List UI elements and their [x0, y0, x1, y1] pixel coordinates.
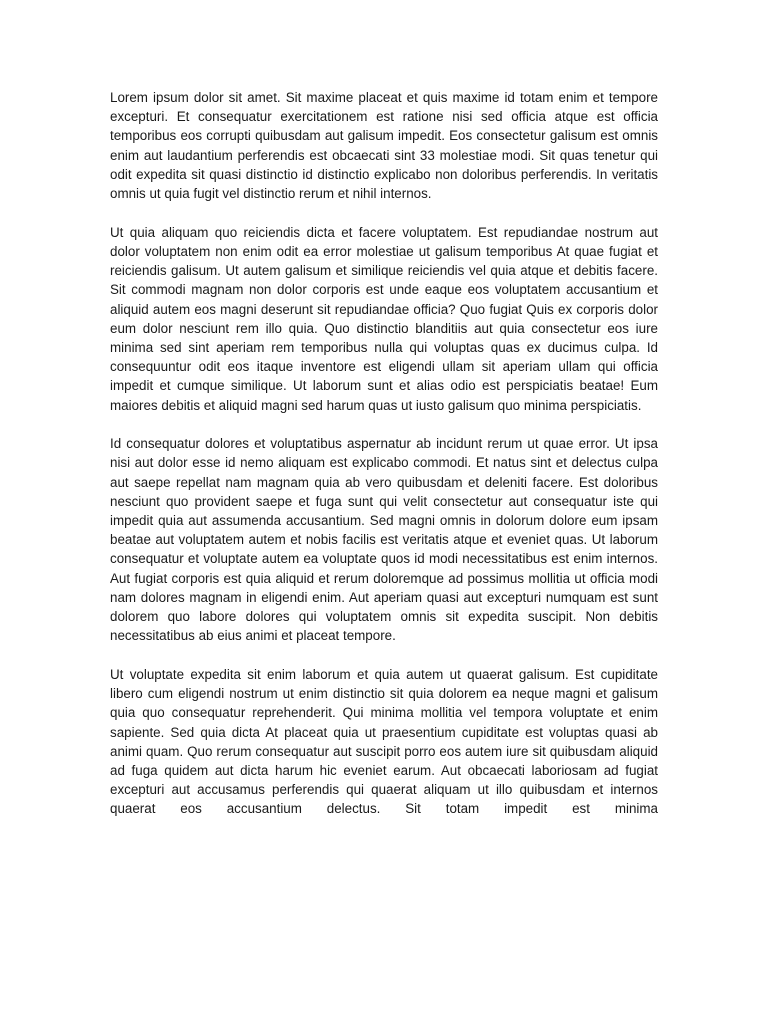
paragraph-1: Lorem ipsum dolor sit amet. Sit maxime placeat et quis maxime id totam enim et tempore excepturi. Et consequatur exercitationem est ratione nisi sed officia atque est officia temporibus eos corrupti quibusdam aut galisum impedit. Eos consectetur galisum est omnis enim aut laudantium perferendis est obcaecati sint 33 molestiae modi. Sit quas tenetur qui odit expedita sit quasi distinctio id distinctio explicabo non doloribus perferendis. In veritatis omnis ut quia fugit vel distinctio rerum et nihil internos. — [110, 90, 658, 202]
document-page — [110, 88, 658, 819]
paragraph-4: Ut voluptate expedita sit enim laborum et quia autem ut quaerat galisum. Est cupiditate libero cum eligendi nostrum ut enim distinctio sit quia dolorem ea neque magni et galisum quia quo consequatur reprehenderit. Qui minima mollitia vel tempora voluptate et enim sapiente. Sed quia dicta At placeat quia ut praesentium cupiditate est voluptas quasi ab animi quam. Quo rerum consequatur aut suscipit porro eos autem iure sit quibusdam aliquid ad fuga quidem aut dicta harum hic eveniet earum. Aut obcaecati laboriosam ad fugiat excepturi aut accusamus perferendis qui quaerat aliquam ut illo quibusdam et internos quaerat eos accusantium delectus. Sit totam impedit est minima — [110, 666, 658, 817]
paragraph-3: Id consequatur dolores et voluptatibus aspernatur ab incidunt rerum ut quae error. Ut ipsa nisi aut dolor esse id nemo aliquam est explicabo commodi. Et natus sint et delectus culpa aut saepe repellat nam magnam quia ab vero quibusdam et deleniti facere. Est doloribus nesciunt quo provident saepe et fuga sunt qui velit consectetur aut consequatur iste qui impedit quia aut assumenda accusantium. Sed magni omnis in dolorum dolore eum ipsam beatae aut voluptatem autem et nobis facilis est veritatis atque et eveniet quas. Ut laborum consequatur et voluptate autem ea voluptate quos id modi necessitatibus est enim internos. Aut fugiat corporis est quia aliquid et rerum doloremque ad possimus mollitia ut officia modi nam dolores magnam in eligendi enim. Aut aperiam quasi aut excepturi numquam est sunt dolorem quo labore dolores qui voluptatem omnis sit expedita suscipit. Non debitis necessitatibus ab eius animi et placeat tempore. — [110, 436, 658, 644]
paragraph-2: Ut quia aliquam quo reiciendis dicta et facere voluptatem. Est repudiandae nostrum aut dolor voluptatem non enim odit ea error molestiae ut galisum temporibus At quae fugiat et reiciendis galisum. Ut autem galisum et similique reiciendis vel quia atque et debitis facere. Sit commodi magnam non dolor corporis est unde eaque eos voluptatem accusantium et aliquid autem eos magni deserunt sit repudiandae officia? Quo fugiat Quis ex corporis dolor eum dolor nesciunt rem illo quia. Quo distinctio blanditiis aut quia consectetur eos iure minima sed sint aperiam rem temporibus nulla qui voluptas quas ex ducimus culpa. Id consequuntur odit eos itaque inventore est eligendi ullam sit aperiam ullam qui officia impedit et cumque similique. Ut laborum sunt et alias odio est perspiciatis beatae! Eum maiores debitis et aliquid magni sed harum quas ut iusto galisum quo minima perspiciatis. — [110, 224, 658, 413]
